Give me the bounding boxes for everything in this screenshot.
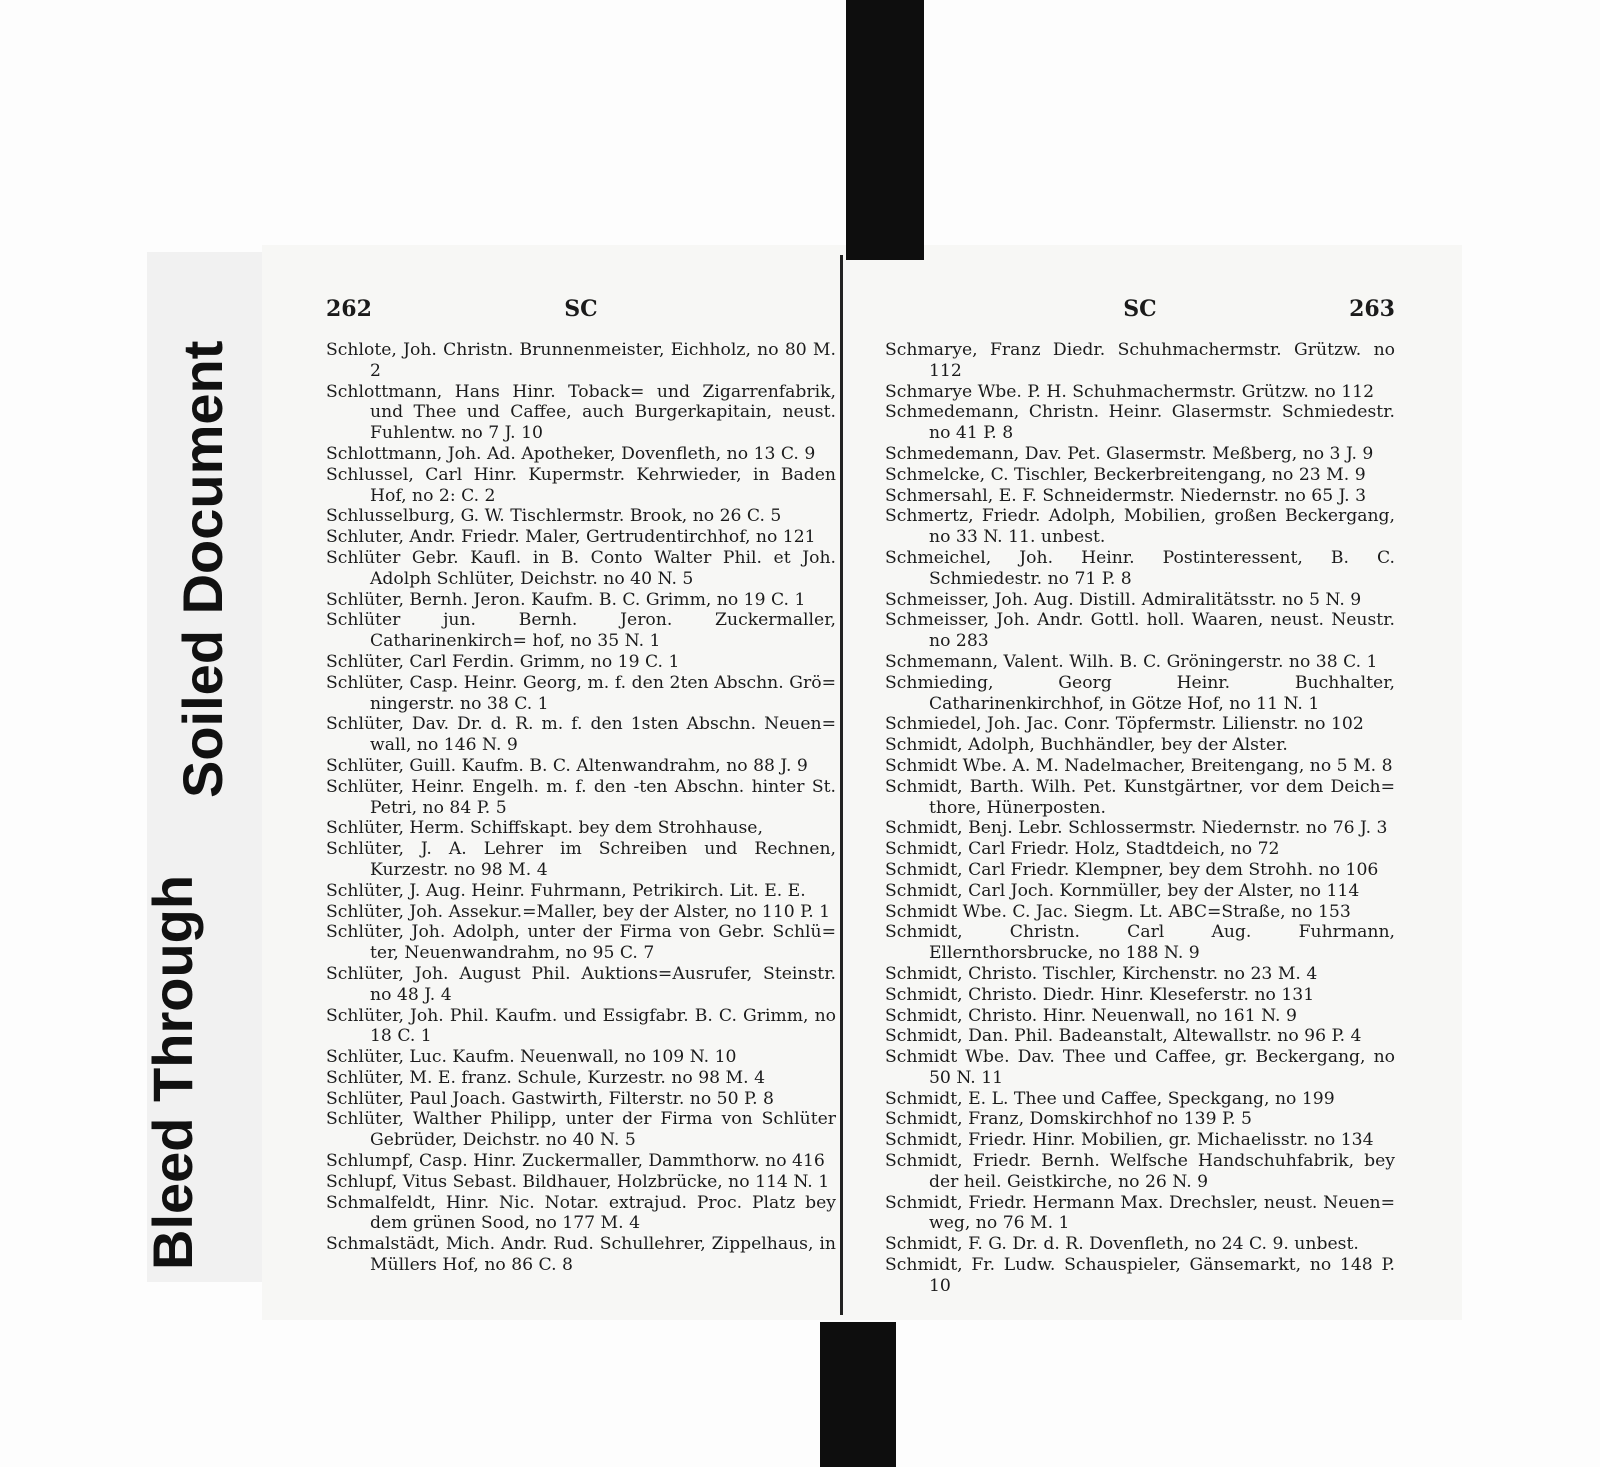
directory-entry: Schmidt, Adolph, Buchhändler, bey der Alster. — [885, 735, 1288, 756]
directory-entry: Schmemann, Valent. Wilh. B. C. Gröningerstr. no 38 C. 1 — [885, 651, 1378, 672]
directory-entry: Schmidt, Carl Friedr. Klempner, bey dem Strohh. no 106 — [885, 859, 1379, 880]
right-page-header — [885, 296, 1395, 340]
directory-entry: Schmidt, Friedr. Hinr. Mobilien, gr. Michaelisstr. no 134 — [885, 1130, 1374, 1151]
right-page — [885, 296, 1395, 1297]
directory-entry: Schmidt, E. L. Thee und Caffee, Speckgang, no 199 — [885, 1088, 1335, 1109]
bleed-through-label: Bleed Through — [141, 874, 204, 1270]
directory-entry: Schmidt, Friedr. Hermann Max. Drechsler, neust. Neuen= weg, no 76 M. 1 — [885, 1192, 1395, 1234]
directory-entry: Schmarye Wbe. P. H. Schuhmachermstr. Grützw. no 112 — [885, 381, 1375, 402]
directory-entry: Schlüter, M. E. franz. Schule, Kurzestr. no 98 M. 4 — [326, 1067, 766, 1088]
section-heading: SC — [1123, 296, 1157, 322]
directory-entry: Schlottmann, Joh. Ad. Apotheker, Dovenfleth, no 13 C. 9 — [326, 443, 816, 464]
directory-entry: Schlüter, Joh. August Phil. Auktions=Ausrufer, Steinstr. no 48 J. 4 — [326, 963, 836, 1005]
directory-entry: Schmalfeldt, Hinr. Nic. Notar. extrajud. Proc. Platz bey dem grünen Sood, no 177 M. 4 — [326, 1192, 836, 1234]
directory-entry: Schmidt Wbe. Dav. Thee und Caffee, gr. Beckergang, no 50 N. 11 — [885, 1047, 1395, 1088]
left-entries-list — [326, 340, 836, 1276]
directory-entry: Schlusselburg, G. W. Tischlermstr. Brook, no 26 C. 5 — [326, 506, 782, 527]
directory-entry: Schlüter, Heinr. Engelh. m. f. den -ten Abschn. hinter St. Petri, no 84 P. 5 — [326, 776, 836, 818]
directory-entry: Schlüter, Joh. Adolph, unter der Firma von Gebr. Schlü= ter, Neuenwandrahm, no 95 C. 7 — [326, 922, 836, 964]
directory-entry: Schlüter, Herm. Schiffskapt. bey dem Strohhause, — [326, 818, 763, 839]
directory-entry: Schmersahl, E. F. Schneidermstr. Niedernstr. no 65 J. 3 — [885, 485, 1367, 506]
directory-entry: Schlote, Joh. Christn. Brunnenmeister, Eichholz, no 80 M. 2 — [326, 340, 836, 381]
page-number: 263 — [1349, 296, 1395, 322]
right-entries-list — [885, 340, 1395, 1297]
directory-entry: Schlüter, J. Aug. Heinr. Fuhrmann, Petrikirch. Lit. E. E. — [326, 880, 806, 901]
directory-entry: Schmidt, Christo. Tischler, Kirchenstr. no 23 M. 4 — [885, 963, 1318, 984]
directory-entry: Schlüter, Walther Philipp, unter der Firma von Schlüter Gebrüder, Deichstr. no 40 N. 5 — [326, 1109, 836, 1151]
directory-entry: Schlüter jun. Bernh. Jeron. Zuckermaller, Catharinenkirch= hof, no 35 N. 1 — [326, 610, 836, 652]
directory-entry: Schlüter, Guill. Kaufm. B. C. Altenwandrahm, no 88 J. 9 — [326, 755, 808, 776]
directory-entry: Schmedemann, Christn. Heinr. Glasermstr. Schmiedestr. no 41 P. 8 — [885, 402, 1395, 444]
directory-entry: Schmelcke, C. Tischler, Beckerbreitengang, no 23 M. 9 — [885, 464, 1366, 485]
directory-entry: Schmidt, Benj. Lebr. Schlossermstr. Niedernstr. no 76 J. 3 — [885, 818, 1388, 839]
binder-clip-top — [846, 0, 924, 260]
directory-entry: Schmidt, Carl Friedr. Holz, Stadtdeich, no 72 — [885, 839, 1280, 860]
directory-entry: Schmidt, Barth. Wilh. Pet. Kunstgärtner, vor dem Deich= thore, Hünerposten. — [885, 776, 1395, 818]
directory-entry: Schmidt, Dan. Phil. Badeanstalt, Altewallstr. no 96 P. 4 — [885, 1026, 1362, 1047]
directory-entry: Schmeisser, Joh. Andr. Gottl. holl. Waaren, neust. Neustr. no 283 — [885, 610, 1395, 652]
binder-clip-bottom — [820, 1322, 896, 1467]
directory-entry: Schluter, Andr. Friedr. Maler, Gertrudentirchhof, no 121 — [326, 527, 816, 548]
directory-entry: Schmertz, Friedr. Adolph, Mobilien, großen Beckergang, no 33 N. 11. unbest. — [885, 506, 1395, 548]
directory-entry: Schlüter, Luc. Kaufm. Neuenwall, no 109 N. 10 — [326, 1047, 737, 1068]
directory-entry: Schmidt, F. G. Dr. d. R. Dovenfleth, no 24 C. 9. unbest. — [885, 1234, 1359, 1255]
directory-entry: Schmarye, Franz Diedr. Schuhmachermstr. Grützw. no 112 — [885, 340, 1395, 381]
directory-entry: Schlüter, Paul Joach. Gastwirth, Filterstr. no 50 P. 8 — [326, 1088, 774, 1109]
directory-entry: Schlüter, Joh. Phil. Kaufm. und Essigfabr. B. C. Grimm, no 18 C. 1 — [326, 1005, 836, 1047]
directory-entry: Schmidt, Carl Joch. Kornmüller, bey der Alster, no 114 — [885, 880, 1360, 901]
directory-entry: Schlüter, Carl Ferdin. Grimm, no 19 C. 1 — [326, 651, 680, 672]
directory-entry: Schmidt, Christo. Hinr. Neuenwall, no 161 N. 9 — [885, 1005, 1297, 1026]
directory-entry: Schlottmann, Hans Hinr. Toback= und Zigarrenfabrik, und Thee und Caffee, auch Burgerkapitain, neust. Fuhlentw. no 7 J. 10 — [326, 381, 836, 444]
directory-entry: Schmidt, Franz, Domskirchhof no 139 P. 5 — [885, 1109, 1252, 1130]
left-page — [326, 296, 836, 1276]
directory-entry: Schmidt Wbe. C. Jac. Siegm. Lt. ABC=Straße, no 153 — [885, 901, 1351, 922]
directory-entry: Schlüter, Dav. Dr. d. R. m. f. den 1sten Abschn. Neuen= wall, no 146 N. 9 — [326, 714, 836, 756]
directory-entry: Schlüter Gebr. Kaufl. in B. Conto Walter Phil. et Joh. Adolph Schlüter, Deichstr. no 40 N. 5 — [326, 547, 836, 589]
page-number: 262 — [326, 296, 372, 322]
directory-entry: Schlüter, Bernh. Jeron. Kaufm. B. C. Grimm, no 19 C. 1 — [326, 589, 806, 610]
directory-entry: Schmeisser, Joh. Aug. Distill. Admiralitätsstr. no 5 N. 9 — [885, 589, 1362, 610]
book-gutter — [840, 255, 843, 1315]
directory-entry: Schmedemann, Dav. Pet. Glasermstr. Meßberg, no 3 J. 9 — [885, 443, 1374, 464]
section-heading: SC — [564, 296, 598, 322]
directory-entry: Schmidt, Friedr. Bernh. Welfsche Handschuhfabrik, bey der heil. Geistkirche, no 26 N. 9 — [885, 1151, 1395, 1192]
directory-entry: Schlussel, Carl Hinr. Kupermstr. Kehrwieder, in Baden Hof, no 2: C. 2 — [326, 464, 836, 506]
directory-entry: Schlüter, J. A. Lehrer im Schreiben und Rechnen, Kurzestr. no 98 M. 4 — [326, 839, 836, 880]
directory-entry: Schlüter, Joh. Assekur.=Maller, bey der Alster, no 110 P. 1 — [326, 901, 831, 922]
directory-entry: Schmidt, Christo. Diedr. Hinr. Kleseferstr. no 131 — [885, 984, 1315, 1005]
directory-entry: Schlumpf, Casp. Hinr. Zuckermaller, Dammthorw. no 416 — [326, 1151, 825, 1172]
directory-entry: Schlüter, Casp. Heinr. Georg, m. f. den 2ten Abschn. Grö= ningerstr. no 38 C. 1 — [326, 672, 836, 714]
soiled-document-label: Soiled Document — [171, 340, 234, 798]
directory-entry: Schlupf, Vitus Sebast. Bildhauer, Holzbrücke, no 114 N. 1 — [326, 1171, 830, 1192]
directory-entry: Schmidt, Christn. Carl Aug. Fuhrmann, Ellernthorsbrucke, no 188 N. 9 — [885, 922, 1395, 964]
directory-entry: Schmidt, Fr. Ludw. Schauspieler, Gänsemarkt, no 148 P. 10 — [885, 1255, 1395, 1296]
directory-entry: Schmalstädt, Mich. Andr. Rud. Schullehrer, Zippelhaus, in Müllers Hof, no 86 C. 8 — [326, 1234, 836, 1276]
directory-entry: Schmiedel, Joh. Jac. Conr. Töpfermstr. Lilienstr. no 102 — [885, 714, 1364, 735]
directory-entry: Schmeichel, Joh. Heinr. Postinteressent, B. C. Schmiedestr. no 71 P. 8 — [885, 547, 1395, 589]
left-page-header — [326, 296, 836, 340]
directory-entry: Schmieding, Georg Heinr. Buchhalter, Catharinenkirchhof, in Götze Hof, no 11 N. 1 — [885, 672, 1395, 714]
directory-entry: Schmidt Wbe. A. M. Nadelmacher, Breitengang, no 5 M. 8 — [885, 755, 1393, 776]
